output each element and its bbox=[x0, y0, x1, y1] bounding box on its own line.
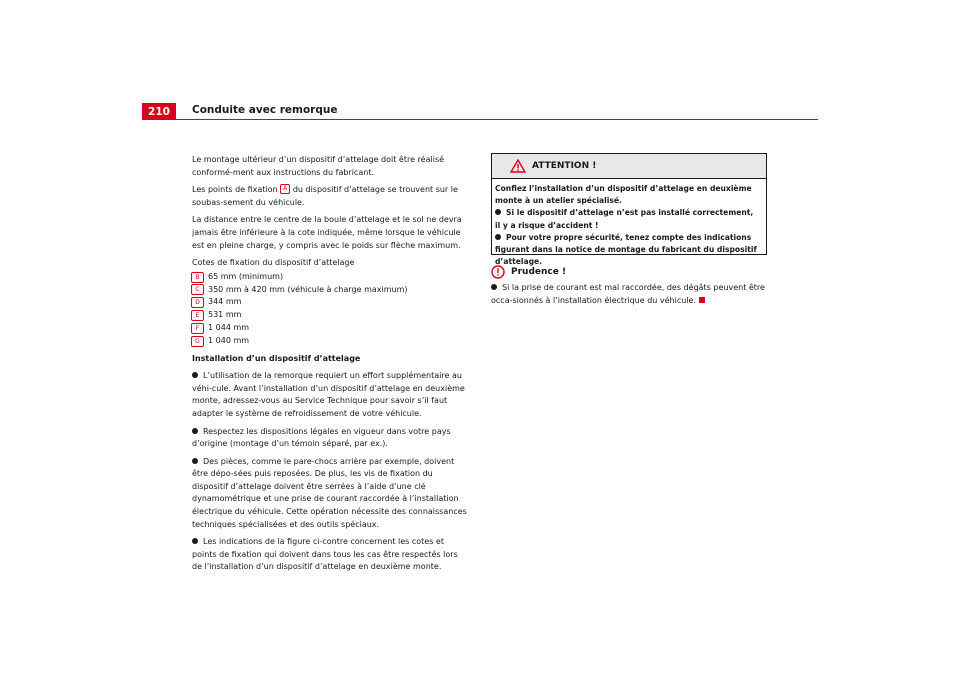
bullet-icon bbox=[491, 284, 497, 290]
bullet-icon bbox=[495, 209, 501, 215]
page-title: Conduite avec remorque bbox=[192, 104, 338, 116]
bullet-icon bbox=[192, 428, 198, 434]
bullet-icon bbox=[495, 234, 501, 240]
warning-triangle-icon bbox=[510, 159, 526, 173]
warning-bullet: Pour votre propre sécurité, tenez compte des indications figurant dans la notice de montage du fabricant du dispositif d’attelage. bbox=[495, 232, 757, 267]
badge-g: G bbox=[191, 336, 204, 347]
exclamation-circle-icon bbox=[491, 265, 505, 279]
badge-a: A bbox=[280, 184, 290, 194]
warning-body bbox=[492, 179, 766, 268]
bullet-icon bbox=[192, 458, 198, 464]
distance-paragraph: La distance entre le centre de la boule d’attelage et le sol ne devra jamais être inférieure à la cote indiquée, même lorsque le véhicule est en pleine charge, y compris avec le poids sur flèche maximum. bbox=[192, 215, 462, 250]
warning-box bbox=[491, 153, 767, 267]
section-heading: Installation d’un dispositif d’attelage bbox=[192, 353, 361, 363]
badge-c: C bbox=[191, 284, 204, 295]
page-number: 210 bbox=[142, 103, 176, 120]
warning-bullet: Si le dispositif d’attelage n’est pas installé correctement, il y a risque d’accident ! bbox=[495, 208, 754, 230]
dimension-row: E 531 mm bbox=[192, 309, 468, 322]
caution-header bbox=[491, 262, 767, 282]
intro-paragraph: Le montage ultérieur d’un dispositif d’attelage doit être réalisé conformé-ment aux instructions du fabricant. bbox=[192, 155, 445, 177]
left-column bbox=[192, 154, 468, 579]
badge-f: F bbox=[191, 323, 204, 334]
caution-section bbox=[491, 262, 767, 307]
dimension-row: B 65 mm (minimum) bbox=[192, 271, 468, 284]
bullet-item: Des pièces, comme le pare-chocs arrière par exemple, doivent être dépo-sées puis reposées. De plus, les vis de fixation du dispositif d’attelage doivent être serrées à l’aide d’une clé dynamométrique et une prise de courant raccordée à l’installation électrique du véhicule. Cette opération nécessite des connaissances techniques spécialisées et des outils spéciaux. bbox=[192, 456, 467, 529]
end-of-section-icon bbox=[699, 297, 705, 303]
bullet-item: Respectez les dispositions légales en vigueur dans votre pays d’origine (montage d’un témoin séparé, par ex.). bbox=[192, 426, 451, 449]
bullet-icon bbox=[192, 372, 198, 378]
dimensions-list bbox=[192, 271, 468, 348]
badge-b: B bbox=[191, 272, 204, 283]
warning-title: ATTENTION ! bbox=[532, 161, 597, 171]
caution-title: Prudence ! bbox=[511, 266, 567, 277]
warning-line: Confiez l’installation d’un dispositif d’attelage en deuxième monte à un atelier spécialisé. bbox=[495, 184, 752, 206]
header-rule bbox=[142, 119, 818, 120]
bullet-item: Les indications de la figure ci-contre concernent les cotes et points de fixation qui doivent dans tous les cas être respectés lors de l’installation d’un dispositif d’attelage en deuxième monte. bbox=[192, 537, 458, 572]
dimensions-heading: Cotes de fixation du dispositif d’attelage bbox=[192, 258, 355, 268]
bullet-icon bbox=[192, 538, 198, 544]
badge-d: D bbox=[191, 297, 204, 308]
bullet-item: L’utilisation de la remorque requiert un effort supplémentaire au véhi-cule. Avant l’installation d’un dispositif d’attelage en deuxième monte, adressez-vous au Service Technique pour savoir s’il faut adapter le système de refroidissement de votre véhicule. bbox=[192, 371, 465, 418]
caution-text: Si la prise de courant est mal raccordée, des dégâts peuvent être occa-sionnés à l’installation électrique du véhicule. bbox=[491, 283, 765, 305]
fixation-paragraph: Les points de fixation A du dispositif d’attelage se trouvent sur le soubas-sement du véhicule. bbox=[192, 185, 458, 207]
dimension-row: D 344 mm bbox=[192, 296, 468, 309]
dimension-row: G 1 040 mm bbox=[192, 335, 468, 348]
badge-e: E bbox=[191, 310, 204, 321]
dimension-row: F 1 044 mm bbox=[192, 322, 468, 335]
warning-header bbox=[492, 154, 766, 179]
dimension-row: C 350 mm à 420 mm (véhicule à charge maximum) bbox=[192, 284, 468, 297]
